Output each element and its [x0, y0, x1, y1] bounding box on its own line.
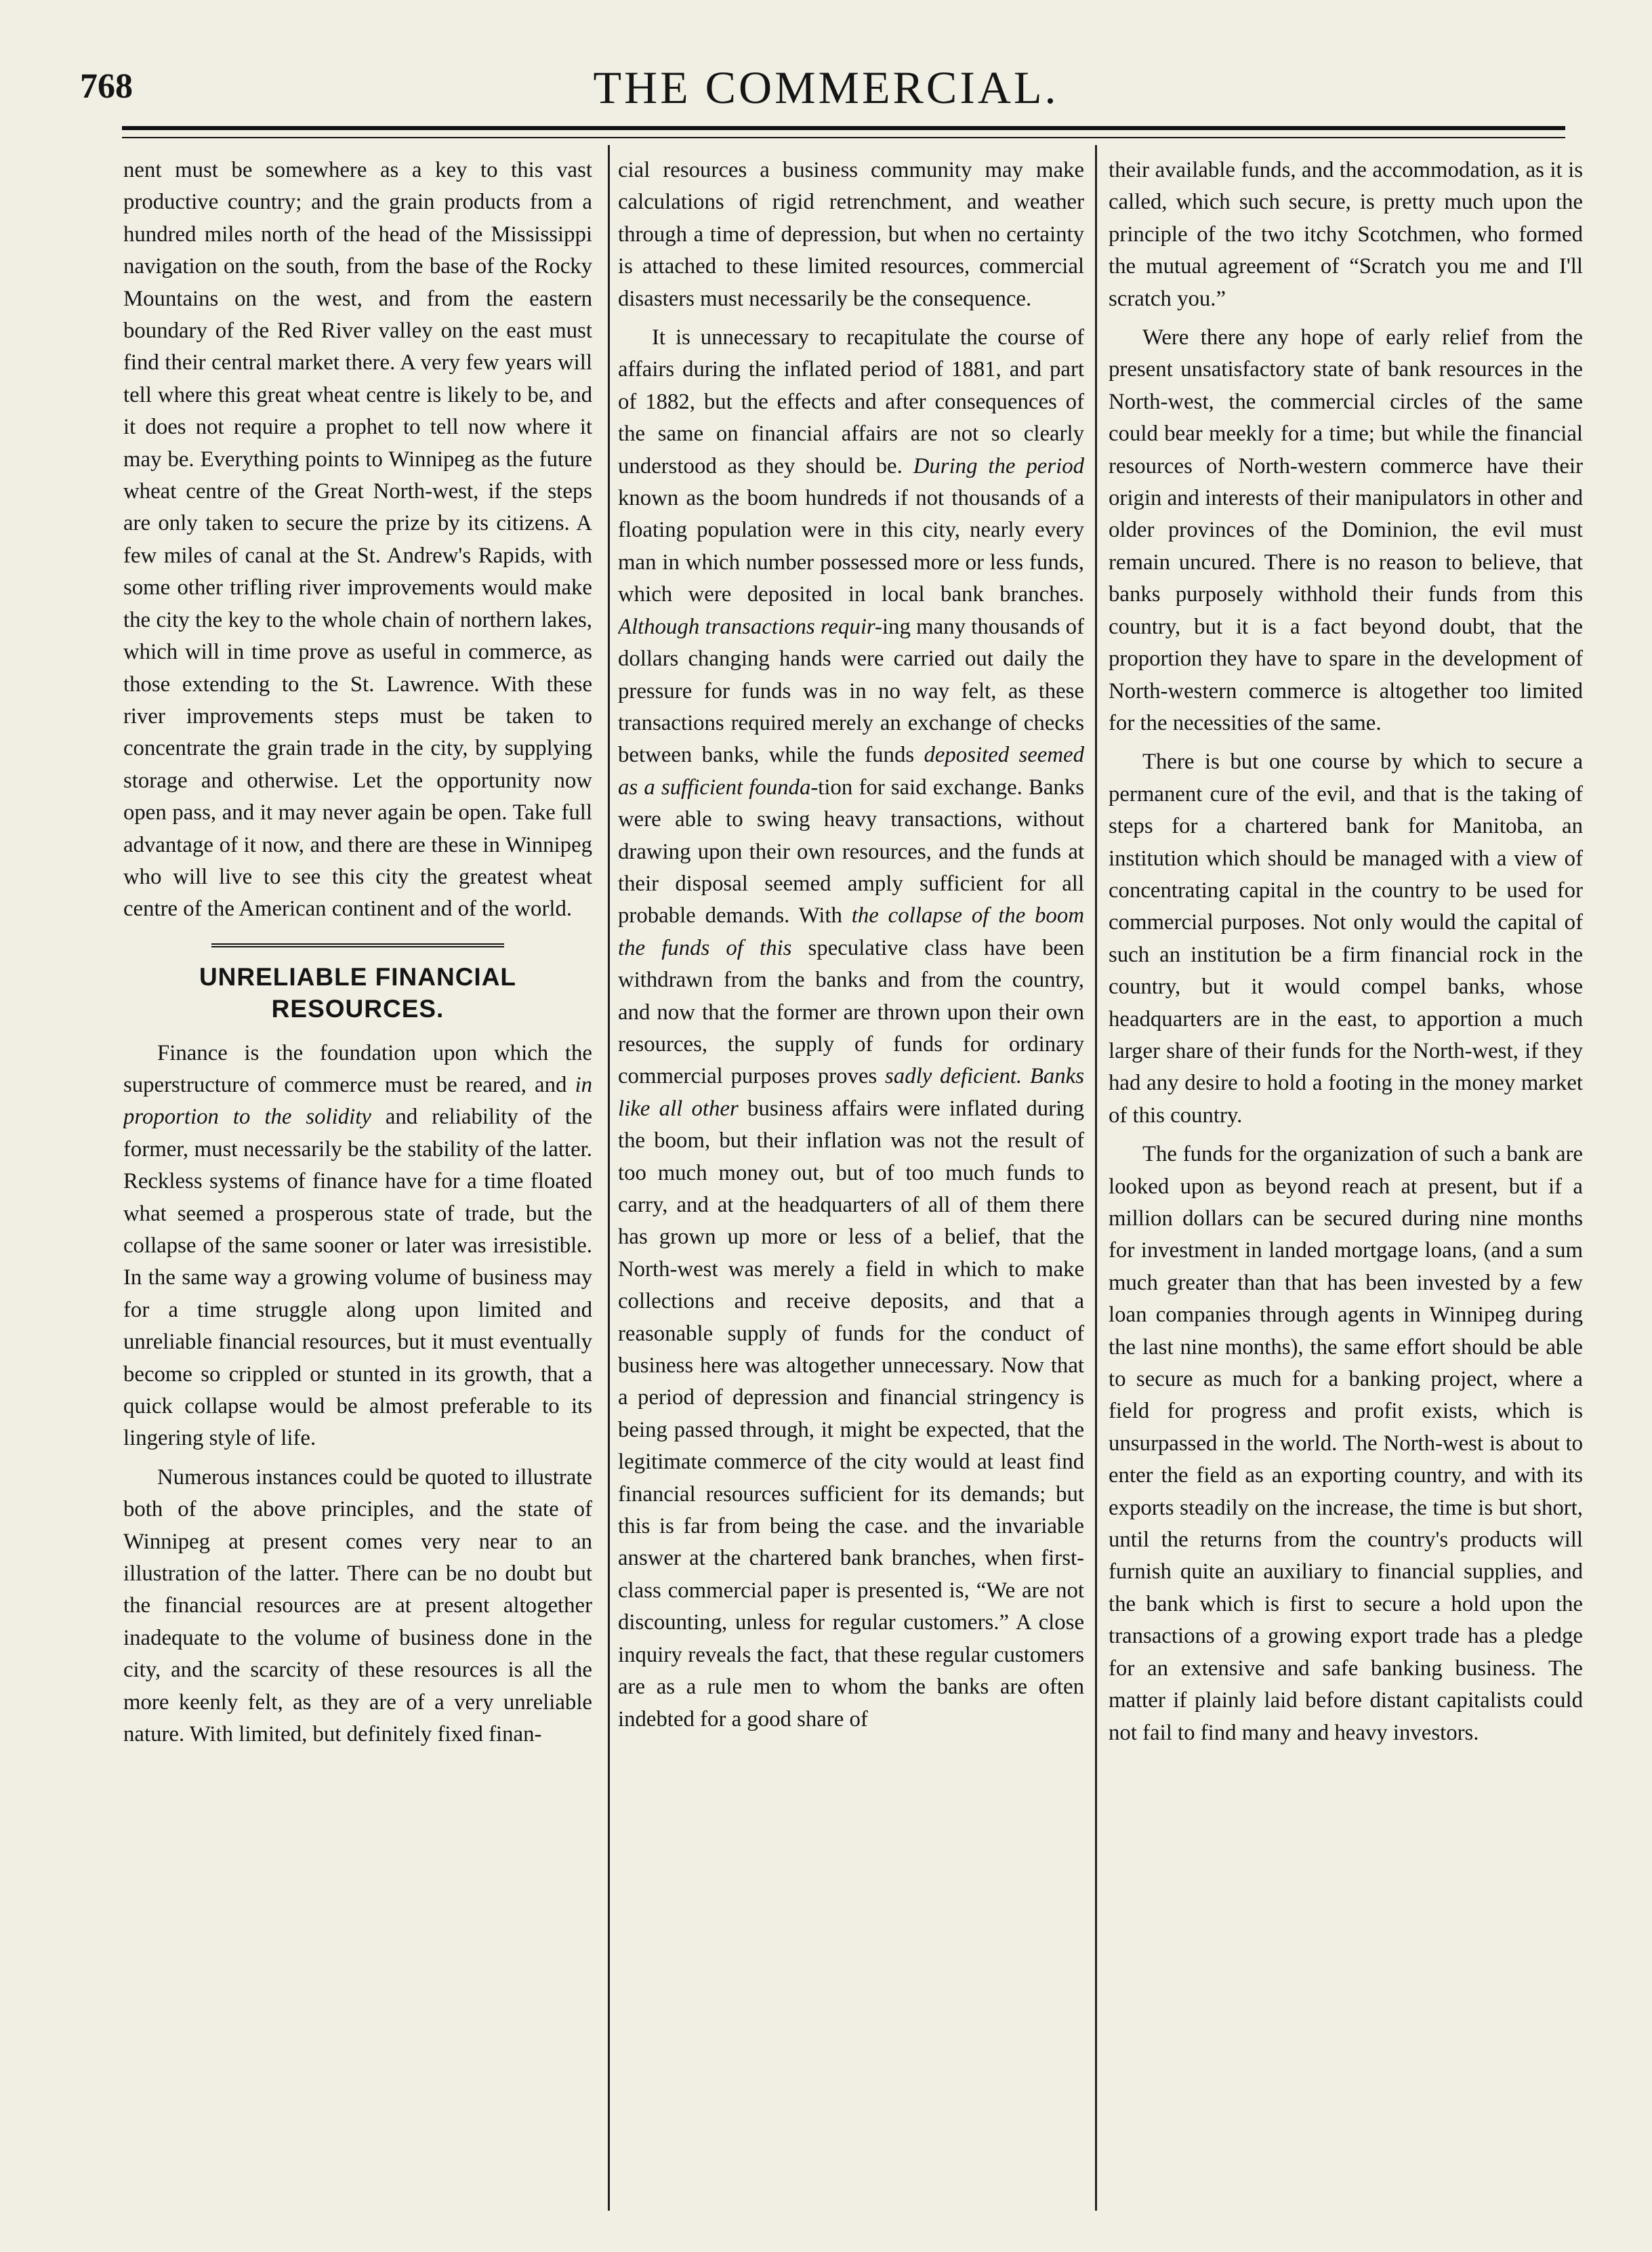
column-3	[1109, 155, 1583, 2228]
journal-title: THE COMMERCIAL.	[593, 62, 1059, 113]
italic-text: During the period	[913, 453, 1084, 478]
italic-text: the collapse of the boom the funds of this	[618, 903, 1084, 960]
article-paragraph: The funds for the organization of such a bank are looked upon as beyond reach at present, but if a million dollars can be secured during nine months for investment in landed mortgage loans, (and a sum much greater than that has been invested by a few loan companies through agents in Winnipeg during the last nine months), the same effort should be able to secure as much for a banking project, where a field for progress and profit exists, which is unsurpassed in the world. The North-west is about to enter the field as an exporting country, and with its exports steadily on the increase, the time is but short, until the returns from the country's products will furnish quite an auxiliary to financial supplies, and the bank which is first to secure a hold upon the transactions of a growing export trade has a pledge for an extensive and safe banking business. The matter if plainly laid before distant capitalists could not fail to find many and heavy investors.	[1109, 1142, 1583, 1745]
column-1	[123, 155, 592, 2228]
article-paragraph	[618, 322, 1084, 1736]
page-number: 768	[80, 67, 133, 106]
column-divider	[608, 145, 610, 2211]
article-paragraph: There is but one course by which to secure a permanent cure of the evil, and that is the taking of steps for a chartered bank for Manitoba, an institution which should be managed with a view of concentrating capital in the country to be used for commercial purposes. Not only would the capital of such an institution be a firm financial rock in the country, but it would compel banks, whose headquarters are in the east, to apportion a much larger share of their funds for the North-west, if they had any desire to hold a footing in the money market of this country.	[1109, 750, 1583, 1128]
text-run: known as the boom hundreds if not thousands of a floating population were in this city, nearly every man in which number possessed more or less funds, which were deposited in local bank branches.	[618, 486, 1084, 607]
continued-paragraph: cial resources a business community may make calculations of rigid retrenchment, and weather through a time of depression, but when no certainty is attached to these limited resources, commercial disasters must necessarily be the consequence.	[618, 158, 1084, 311]
article-paragraph: Were there any hope of early relief from the present unsatisfactory state of bank resources in the North-west, the commercial circles of the same could bear meekly for a time; but while the financial resources of North-western commerce have their origin and interests of their manipulators in other and older provinces of the Dominion, the evil must remain uncured. There is no reason to believe, that banks purposely withhold their funds from this country, but it is a fact beyond doubt, that the proportion they have to spare in the development of North-western commerce is altogether too limited for the necessities of the same.	[1109, 325, 1583, 735]
italic-text: sadly deficient. Banks like all other	[618, 1064, 1084, 1121]
text-run: and reliability of the former, must necessarily be the stability of the latter. Reckless systems of finance have for a time floated what seemed a prosperous state of trade, but the collapse of the same sooner or later was irresistible. In the same way a growing volume of business may for a time struggle along upon limited and unreliable financial resources, but it must eventually become so crippled or stunted in its growth, that a quick collapse would be almost preferable to its lingering style of life.	[123, 1105, 592, 1451]
text-run: Finance is the foundation upon which the superstructure of commerce must be reared, and	[123, 1040, 592, 1097]
text-run: It is unnecessary to recapitulate the course of affairs during the inflated period of 1881, and part of 1882, but the effects and after consequences of the same on financial affairs are not so clearly understood as they should be.	[618, 325, 1084, 478]
continued-paragraph: nent must be somewhere as a key to this vast productive country; and the grain products from a hundred miles north of the head of the Mississippi navigation on the south, from the base of the Rocky Mountains on the west, and from the eastern boundary of the Red River valley on the east must find their central market there. A very few years will tell where this great wheat centre is likely to be, and it does not require a prophet to tell now where it may be. Everything points to Winnipeg as the future wheat centre of the Great North-west, if the steps are only taken to secure the prize by its citizens. A few miles of canal at the St. Andrew's Rapids, with some other trifling river improvements would make the city the key to the whole chain of northern lakes, which will in time prove as useful in commerce, as those extending to the St. Lawrence. With these river improvements steps must be taken to concentrate the grain trade in the city, by supplying storage and otherwise. Let the opportunity now open pass, and it may never again be open. Take full advantage of it now, and there are these in Winnipeg who will live to see this city the greatest wheat centre of the American continent and of the world.	[123, 158, 592, 922]
italic-text: in proportion to the solidity	[123, 1072, 592, 1130]
header-rule	[122, 126, 1565, 130]
page-header	[68, 61, 1584, 136]
text-run: business affairs were inflated during the boom, but their inflation was not the result of too much money out, but of too much funds to carry, and at the headquarters of all of them there has grown up more or less of a belief, that the North-west was merely a field in which to make collections and receive deposits, and that a reasonable supply of funds for the conduct of business here was altogether unnecessary. Now that a period of depression and financial stringency is being passed through, it might be expected, that the legitimate commerce of the city would at least find financial resources sufficient for its demands; but this is far from being the case. and the invariable answer at the chartered bank branches, when first-class commercial paper is presented is, “We are not discounting, unless for regular customers.” A close inquiry reveals the fact, that these regular customers are as a rule men to whom the banks are often indebted for a good share of	[618, 1096, 1084, 1732]
italic-text: Although transactions requir-	[618, 614, 882, 639]
italic-text: deposited seemed as a sufficient founda-	[618, 743, 1084, 800]
article-paragraph	[123, 1038, 592, 1455]
header-rule-thin	[122, 137, 1565, 138]
continued-paragraph: their available funds, and the accommodation, as it is called, which such secure, is pretty much upon the principle of the two itchy Scotchmen, who formed the mutual agreement of “Scratch you me and I'll scratch you.”	[1109, 158, 1583, 311]
article-paragraph: Numerous instances could be quoted to illustrate both of the above principles, and the state of Winnipeg at present comes very near to an illustration of the latter. There can be no doubt but the financial resources are at present altogether inadequate to the volume of business done in the city, and the scarcity of these resources is all the more keenly felt, as they are of a very unreliable nature. With limited, but definitely fixed finan-	[123, 1465, 592, 1747]
text-run: tion for said exchange. Banks were able to swing heavy transactions, without drawing upon their own resources, and the funds at their disposal seemed amply sufficient for all probable demands. With	[618, 775, 1084, 928]
column-divider	[1095, 145, 1097, 2211]
text-run: ing many thousands of dollars changing hands were carried out daily the pressure for funds was in no way felt, as these transactions required merely an exchange of checks between banks, while the funds	[618, 614, 1084, 768]
section-divider	[211, 943, 504, 953]
article-heading: UNRELIABLE FINANCIAL RESOURCES.	[199, 962, 517, 1023]
text-run: speculative class have been withdrawn from the banks and from the country, and now that the former are thrown upon their own resources, the supply of funds for ordinary commercial purposes proves	[618, 935, 1084, 1089]
column-2	[618, 155, 1084, 2228]
